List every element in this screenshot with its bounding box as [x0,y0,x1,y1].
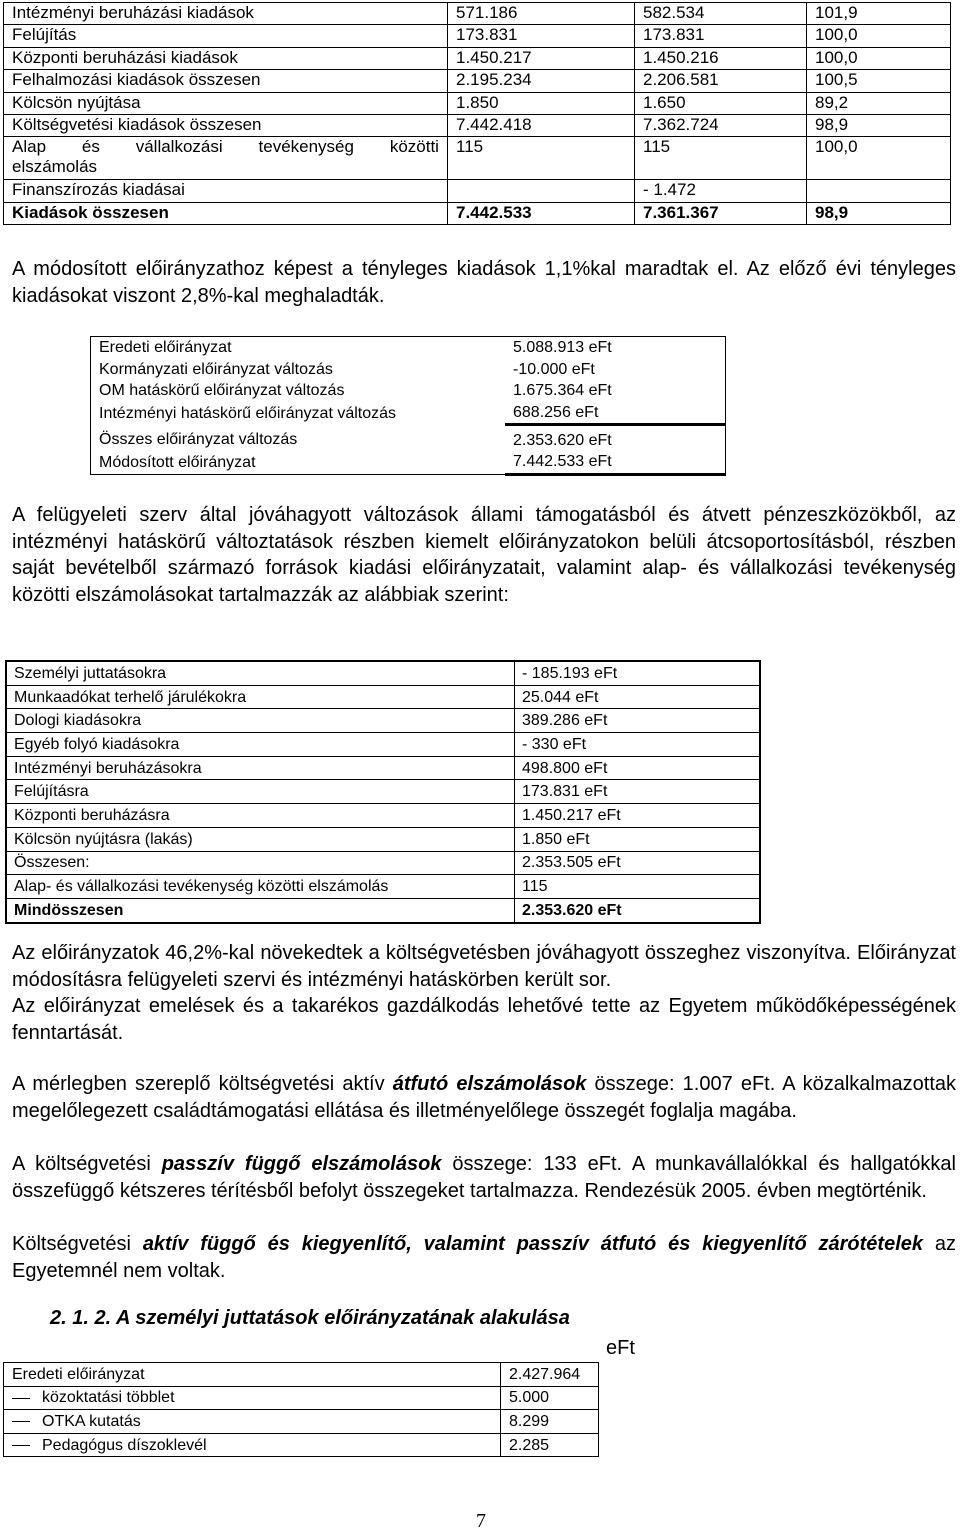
cell-value: - 330 eFt [515,733,761,757]
table-row [4,70,951,92]
cell-value: 571.186 [448,3,635,25]
table-row [91,359,726,381]
text-run: az Egyetemnél nem voltak. [12,1233,956,1282]
table-row [4,1410,599,1434]
table-row [4,25,951,47]
text-run: összege: 1.007 eFt. A közalkalmazottak megelőlegezett családtámogatási ellátása és illetményelőlege összegét foglalja magába. [12,1073,957,1122]
text-run: A mérlegben szereplő költségvetési aktív [12,1073,393,1095]
cell-value [448,180,635,202]
row-label: Eredeti előirányzat [4,1363,501,1387]
personnel-appropriation-table [3,1362,599,1457]
row-label: Intézményi hatáskörű előirányzat változás [99,404,397,422]
cell-value: 2.195.234 [448,70,635,92]
row-label-text: Pedagógus díszoklevél [42,1436,207,1454]
text-run: A költségvetési [12,1153,162,1175]
table-row-total [4,202,951,224]
cell-value: 498.800 eFt [515,756,761,780]
cell-value: 115 [635,137,807,180]
expenditure-table [3,2,951,225]
cell-percent [807,180,951,202]
table-row [91,425,726,451]
table-row [6,709,760,733]
cell-value: 7.442.533 [448,202,635,224]
text-run: Költségvetési [12,1233,143,1255]
paragraph-closing [12,1231,956,1284]
table-row [4,1386,599,1410]
row-label: Eredeti előirányzat [99,339,232,357]
row-label: Összes előirányzat változás [99,430,298,448]
row-label [4,137,448,180]
table-row [91,402,726,425]
text-run: összege: 133 eFt. A munkavállalókkal és hallgatókkal összefüggő kétszeres térítésből befolyt összegeket tartalmazza. Rendezésük 2005. évben megtörténik. [12,1153,957,1202]
paragraph-increase-2: Az előirányzat emelések és a takarékos gazdálkodás lehetővé tette az Egyetem működőképességének fenntartását. [12,995,956,1044]
table-row [4,1433,599,1457]
table-row [6,804,760,828]
cell-value: 582.534 [635,3,807,25]
row-label: Dologi kiadásokra [6,709,515,733]
cell-value: 7.361.367 [635,202,807,224]
table-row [6,685,760,709]
cell-value: 173.831 eFt [515,780,761,804]
unit-label: eFt [606,1337,635,1359]
cell-value: 115 [515,875,761,899]
dash-bullet-icon [12,1445,30,1446]
paragraph-pending [12,1151,956,1204]
cell-value: 2.353.620 eFt [515,898,761,922]
table-row [4,3,951,25]
row-label: Finanszírozás kiadásai [4,180,448,202]
row-label-text: közoktatási többlet [42,1389,175,1407]
table-row [4,1363,599,1387]
row-label: Felújításra [6,780,515,804]
change-breakdown-table [5,660,761,924]
cell-percent: 89,2 [807,92,951,114]
cell-value: 7.442.533 eFt [505,451,726,474]
row-label: Kölcsön nyújtása [4,92,448,114]
cell-percent: 100,0 [807,25,951,47]
row-label: Felújítás [4,25,448,47]
emphasis-text: aktív függő és kiegyenlítő, valamint passzív átfutó és kiegyenlítő zárótételek [142,1233,924,1255]
row-label [4,1410,501,1434]
table-row [4,47,951,69]
table-row [4,180,951,202]
row-label: Költségvetési kiadások összesen [4,114,448,136]
row-label: Intézményi beruházásokra [6,756,515,780]
cell-percent: 100,0 [807,137,951,180]
label-word: tevékenység [258,137,354,157]
cell-value: 2.353.505 eFt [515,851,761,875]
cell-value: 7.442.418 [448,114,635,136]
cell-value: 8.299 [501,1410,599,1434]
cell-value: 1.450.217 [448,47,635,69]
cell-value: 1.850 [448,92,635,114]
cell-percent: 100,0 [807,47,951,69]
row-label: Felhalmozási kiadások összesen [4,70,448,92]
table-row [6,756,760,780]
label-word: Alap [12,137,47,157]
row-label: Központi beruházási kiadások [4,47,448,69]
row-label: Kormányzati előirányzat változás [99,360,333,378]
cell-value: - 1.472 [635,180,807,202]
cell-value: -10.000 eFt [513,360,595,378]
emphasis-text: átfutó elszámolások [392,1073,587,1095]
section-heading: 2. 1. 2. A személyi juttatások előirányzatának alakulása [50,1307,570,1329]
label-word: és [81,137,100,157]
emphasis-text: passzív függő elszámolások [161,1153,442,1175]
cell-percent: 101,9 [807,3,951,25]
row-label: Munkaadókat terhelő járulékokra [6,685,515,709]
label-word: közötti [389,137,439,157]
page-number: 7 [476,1510,486,1532]
cell-value: 1.650 [635,92,807,114]
cell-value: 173.831 [448,25,635,47]
table-row [6,661,760,685]
dash-bullet-icon [12,1398,30,1399]
table-row [6,851,760,875]
cell-percent: 98,9 [807,202,951,224]
row-label: Módosított előirányzat [99,453,256,471]
table-row [4,137,951,180]
table-row [91,337,726,359]
cell-value: 1.850 eFt [515,827,761,851]
row-label: Kölcsön nyújtásra (lakás) [6,827,515,851]
table-row [4,114,951,136]
cell-percent: 100,5 [807,70,951,92]
cell-value: 688.256 eFt [505,402,726,425]
row-label-line: elszámolás [12,157,98,177]
cell-value: 2.206.581 [635,70,807,92]
cell-value: 25.044 eFt [515,685,761,709]
row-label [4,1433,501,1457]
cell-value: 1.675.364 eFt [513,382,612,400]
row-label: Egyéb folyó kiadásokra [6,733,515,757]
paragraph-deviation: A módosított előirányzathoz képest a tényleges kiadások 1,1%kal maradtak el. Az előző évi tényleges kiadásokat viszont 2,8%-kal meghaladták. [12,258,956,307]
paragraph-transit [12,1071,956,1124]
table-row [6,827,760,851]
cell-percent: 98,9 [807,114,951,136]
dash-bullet-icon [12,1421,30,1422]
cell-value: 7.362.724 [635,114,807,136]
row-label: Intézményi beruházási kiadások [4,3,448,25]
row-label: Kiadások összesen [4,202,448,224]
table-row [6,733,760,757]
row-label-line [12,137,439,157]
table-row [6,875,760,899]
row-label: Alap- és vállalkozási tevékenység közötti elszámolás [6,875,515,899]
row-label: Személyi juttatásokra [6,661,515,685]
cell-value: 2.353.620 eFt [513,431,612,449]
cell-value: 5.000 [501,1386,599,1410]
table-row [91,380,726,402]
row-label-text: OTKA kutatás [42,1412,141,1430]
cell-value: 5.088.913 eFt [513,339,612,357]
cell-value: 2.285 [501,1433,599,1457]
table-row-total [6,898,760,922]
row-label: OM hatáskörű előirányzat változás [99,382,345,400]
cell-value: 1.450.217 eFt [515,804,761,828]
table-row [91,451,726,474]
paragraph-changes: A felügyeleti szerv által jóváhagyott változások állami támogatásból és átvett pénzeszközökből, az intézményi hatáskörű változtatások részben kiemelt előirányzatokon belüli átcsoportosításból, részben saját bevételből származó források kiadási előirányzatait, valamint alap- és vállalkozási tevékenység közötti elszámolásokat tartalmazzák az alábbiak szerint: [12,504,956,606]
table-row [4,92,951,114]
label-word: vállalkozási [135,137,223,157]
row-label: Mindösszesen [6,898,515,922]
row-label: Központi beruházásra [6,804,515,828]
appropriation-change-table [90,336,726,476]
table-row [6,780,760,804]
cell-value: - 185.193 eFt [515,661,761,685]
cell-value: 1.450.216 [635,47,807,69]
row-label: Összesen: [6,851,515,875]
cell-value: 115 [448,137,635,180]
paragraph-increase: Az előirányzatok 46,2%-kal növekedtek a költségvetésben jóváhagyott összeghez viszonyítva. Előirányzat módosításra felügyeleti szervi és intézményi hatáskörben került sor. [12,942,956,991]
row-label [4,1386,501,1410]
cell-value: 173.831 [635,25,807,47]
cell-value: 2.427.964 [501,1363,599,1387]
cell-value: 389.286 eFt [515,709,761,733]
